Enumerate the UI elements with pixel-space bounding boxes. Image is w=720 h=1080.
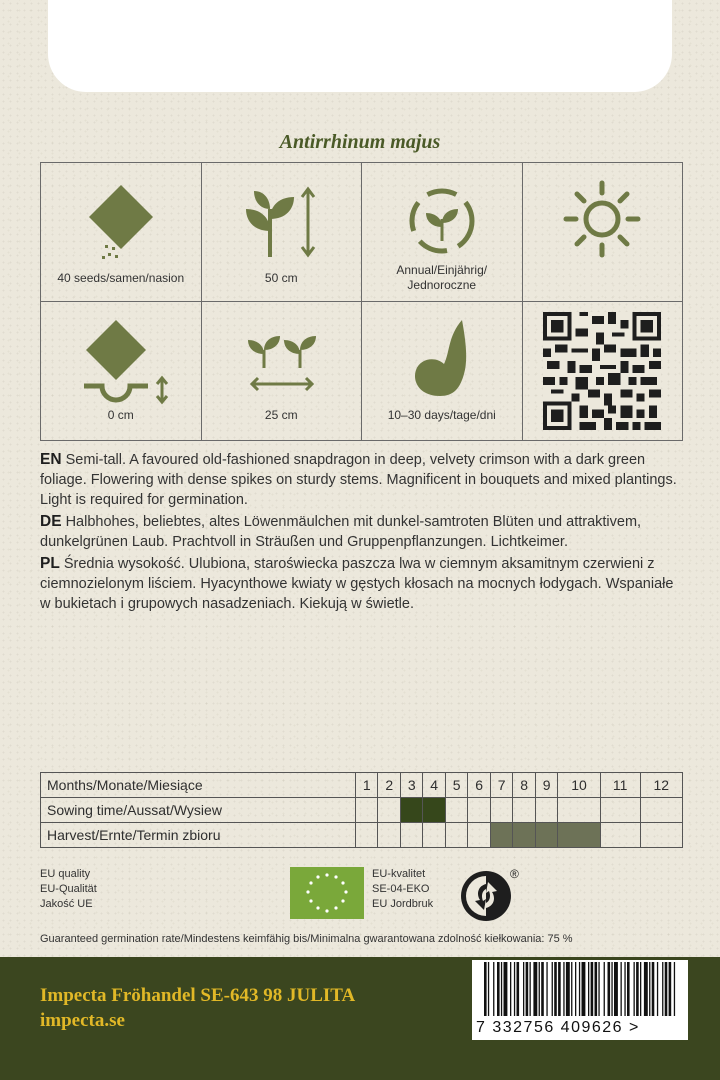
barcode-bar <box>493 962 494 1016</box>
germinating-seed-icon <box>402 312 482 402</box>
barcode-bar <box>640 962 641 1016</box>
lang-code-pl: PL <box>40 555 60 572</box>
eko-line-2: SE-04-EKO <box>372 883 430 895</box>
month-4: 4 <box>423 773 445 798</box>
description-en <box>40 450 682 510</box>
seeds-cell <box>41 163 202 302</box>
description-pl <box>40 554 682 614</box>
description-de-text: Halbhohes, beliebtes, altes Löwenmäulchen mit dunkel-samtroten Blüten und attraktivem, dunkelgrünen Laub. Prachtvoll in Sträußen und Gruppenpflanzungen. Lichtkeimer. <box>40 514 642 550</box>
sowing-cell-3 <box>400 798 422 823</box>
harvest-cell-5 <box>445 823 467 848</box>
barcode-bar <box>575 962 576 1016</box>
height-caption: 50 cm <box>264 271 298 285</box>
sowing-label: Sowing time/Aussat/Wysiew <box>41 798 356 823</box>
germination-cell <box>362 302 523 441</box>
green-dot-recycling-icon <box>456 864 526 924</box>
barcode-bar <box>662 962 663 1016</box>
depth-cell <box>41 302 202 441</box>
sowing-cell-4 <box>423 798 445 823</box>
barcode-bar <box>634 962 635 1016</box>
lifecycle-cell <box>362 163 523 302</box>
barcode-bar <box>652 962 655 1016</box>
barcode-bar <box>488 962 489 1016</box>
sowing-cell-5 <box>445 798 467 823</box>
latin-name: Antirrhinum majus <box>279 131 441 153</box>
calendar-sowing-row <box>41 798 683 823</box>
barcode-bar <box>582 962 586 1016</box>
barcode-bar <box>514 962 515 1016</box>
lifecycle-caption-line1: Annual/Einjährig/ <box>396 263 488 277</box>
month-10: 10 <box>558 773 600 798</box>
barcode-bar <box>501 962 502 1016</box>
website-link[interactable]: impecta.se <box>40 1010 125 1031</box>
barcode-bar <box>523 962 524 1016</box>
barcode-bar <box>504 962 508 1016</box>
barcode-bar <box>558 962 561 1016</box>
barcode-bar <box>608 962 611 1016</box>
month-11: 11 <box>600 773 640 798</box>
barcode-bar <box>546 962 547 1016</box>
eko-line-1: EU-kvalitet <box>372 868 426 880</box>
month-2: 2 <box>378 773 400 798</box>
barcode-bar <box>497 962 500 1016</box>
company-name: Impecta Fröhandel SE-643 98 JULITA <box>40 985 356 1006</box>
depth-caption: 0 cm <box>107 408 134 422</box>
sun-cell <box>523 163 684 302</box>
harvest-cell-12 <box>640 823 683 848</box>
hang-tab-cutout <box>48 0 672 92</box>
plant-height-icon <box>236 179 326 269</box>
barcode-bar <box>591 962 594 1016</box>
germination-caption: 10–30 days/tage/dni <box>387 408 496 422</box>
icon-grid <box>40 162 683 441</box>
barcode-bar <box>533 962 537 1016</box>
sowing-cell-9 <box>535 798 557 823</box>
seeds-caption: 40 seeds/samen/nasion <box>57 271 185 285</box>
lang-code-en: EN <box>40 451 62 468</box>
barcode-bar <box>526 962 529 1016</box>
qr-code[interactable] <box>543 312 661 430</box>
qr-cell <box>523 302 684 441</box>
calendar-months-row <box>41 773 683 798</box>
barcode-bar <box>611 962 612 1016</box>
sowing-cell-1 <box>356 798 378 823</box>
month-6: 6 <box>468 773 490 798</box>
barcode-bar <box>530 962 531 1016</box>
month-1: 1 <box>356 773 378 798</box>
barcode-bar <box>595 962 598 1016</box>
calendar-harvest-row <box>41 823 683 848</box>
barcode-bar <box>552 962 553 1016</box>
barcode-bar <box>665 962 668 1016</box>
spacing-caption: 25 cm <box>264 408 298 422</box>
barcode-bars <box>472 960 688 1016</box>
sun-icon <box>560 177 644 261</box>
eko-certification-text <box>372 867 433 912</box>
month-9: 9 <box>535 773 557 798</box>
plant-spacing-icon <box>236 328 326 398</box>
annual-cycle-icon <box>402 181 482 261</box>
sowing-cell-11 <box>600 798 640 823</box>
barcode-bar <box>604 962 605 1016</box>
barcode-bar <box>571 962 572 1016</box>
barcode-bar <box>621 962 622 1016</box>
harvest-cell-9 <box>535 823 557 848</box>
harvest-cell-4 <box>423 823 445 848</box>
harvest-cell-7 <box>490 823 512 848</box>
harvest-cell-1 <box>356 823 378 848</box>
harvest-cell-10 <box>558 823 600 848</box>
barcode-bar <box>657 962 658 1016</box>
barcode-bar <box>579 962 580 1016</box>
sowing-cell-8 <box>513 798 535 823</box>
barcode-bar <box>644 962 648 1016</box>
barcode-bar <box>674 962 675 1016</box>
sowing-cell-6 <box>468 798 490 823</box>
spacing-cell <box>202 302 363 441</box>
harvest-cell-11 <box>600 823 640 848</box>
harvest-cell-6 <box>468 823 490 848</box>
description-en-text: Semi-tall. A favoured old-fashioned snapdragon in deep, velvety crimson with a dark green foliage. Flowering with dense spikes on sturdy stems. Magnificent in bouquets and mixed plantings. Light is required for germination. <box>40 452 677 508</box>
barcode-bar <box>541 962 544 1016</box>
barcode-bar <box>554 962 557 1016</box>
germination-rate: Guaranteed germination rate/Mindestens keimfähig bis/Minimalna gwarantowana zdolność kiełkowania: 75 % <box>40 933 573 945</box>
month-5: 5 <box>445 773 467 798</box>
barcode-bar <box>649 962 650 1016</box>
company-address <box>40 983 355 1033</box>
eu-quality-de: EU-Qualität <box>40 883 97 895</box>
eu-quality-text <box>40 867 97 912</box>
month-3: 3 <box>400 773 422 798</box>
barcode-number: 7 332756 409626 > <box>476 1019 640 1036</box>
harvest-cell-3 <box>400 823 422 848</box>
barcode-bar <box>517 962 520 1016</box>
month-12: 12 <box>640 773 683 798</box>
harvest-label: Harvest/Ernte/Termin zbioru <box>41 823 356 848</box>
barcode-bar <box>598 962 599 1016</box>
registered-mark: ® <box>510 867 519 881</box>
description-de <box>40 512 682 552</box>
barcode-bar <box>627 962 630 1016</box>
eu-quality-pl: Jakość UE <box>40 898 93 910</box>
barcode-bar <box>484 962 487 1016</box>
barcode-bar <box>669 962 672 1016</box>
harvest-cell-2 <box>378 823 400 848</box>
lang-code-de: DE <box>40 513 62 530</box>
sowing-cell-10 <box>558 798 600 823</box>
lifecycle-caption-line2: Jednoroczne <box>407 278 477 292</box>
seed-packet-icon <box>81 181 161 271</box>
barcode-bar <box>566 962 570 1016</box>
description <box>40 450 682 616</box>
eu-organic-leaf-logo <box>290 867 364 919</box>
height-cell <box>202 163 363 302</box>
barcode-bar <box>636 962 639 1016</box>
sowing-cell-12 <box>640 798 683 823</box>
sowing-cell-7 <box>490 798 512 823</box>
month-7: 7 <box>490 773 512 798</box>
month-8: 8 <box>513 773 535 798</box>
harvest-cell-8 <box>513 823 535 848</box>
description-pl-text: Średnia wysokość. Ulubiona, staroświecka paszcza lwa w ciemnym aksamitnym czerwieni z ciemnozielonym liściem. Hyacynthowe kwiaty w gęstych kłosach na mocnych łodygach. Wspaniałe w bukietach i grupowych nasadzeniach. Kiekują w świetle. <box>40 556 674 612</box>
sowing-calendar <box>40 772 683 848</box>
barcode-bar <box>614 962 618 1016</box>
barcode-bar <box>510 962 511 1016</box>
barcode-bar <box>563 962 564 1016</box>
eu-quality-en: EU quality <box>40 868 91 880</box>
sowing-depth-icon <box>66 316 176 406</box>
eko-line-3: EU Jordbruk <box>372 898 434 910</box>
barcode-bar <box>588 962 589 1016</box>
sowing-cell-2 <box>378 798 400 823</box>
barcode-bar <box>539 962 540 1016</box>
months-label: Months/Monate/Miesiące <box>41 773 356 798</box>
barcode-bar <box>624 962 625 1016</box>
